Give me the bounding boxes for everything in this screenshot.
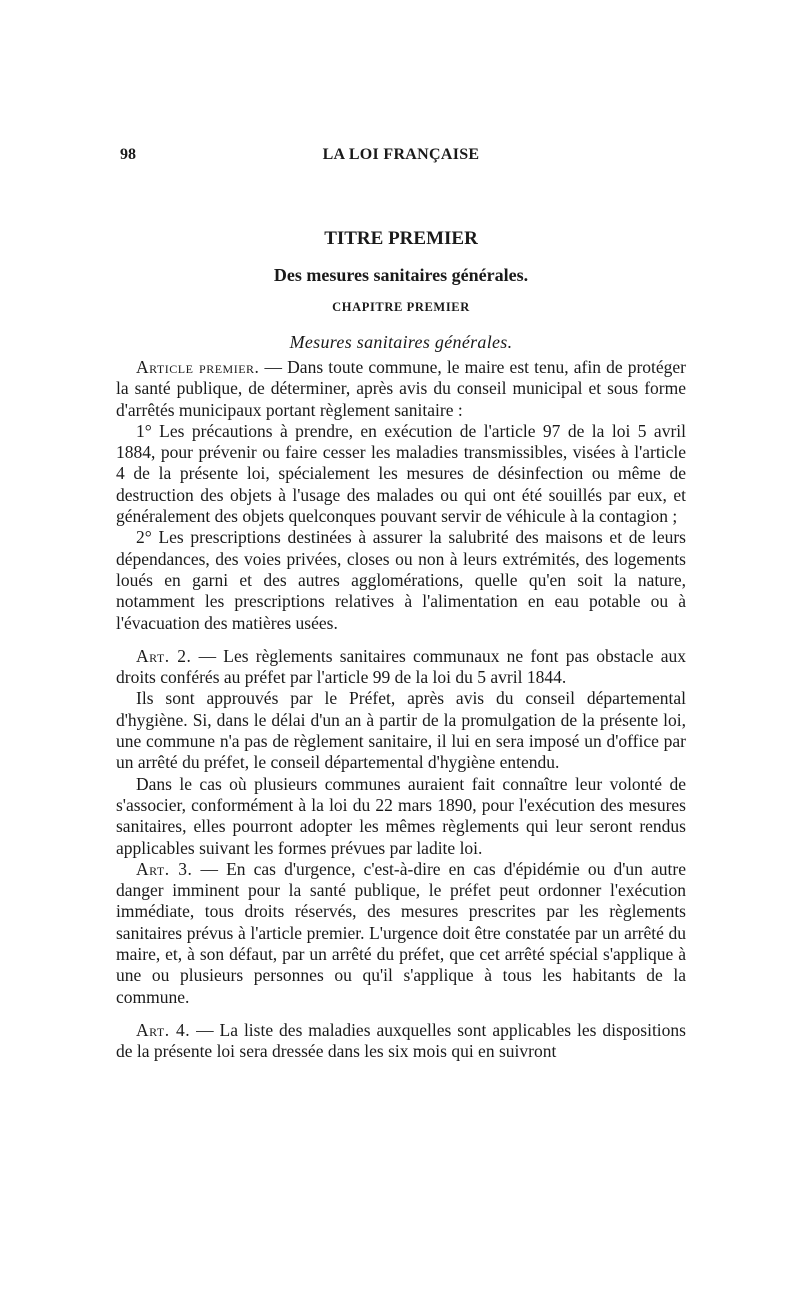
article-3-text: — En cas d'urgence, c'est-à-dire en cas d'épidémie ou d'un autre danger imminent pour la santé publique, le préfet peut ordonner l'exécution immédiate, tous droits réservés, des mesures prescrites par les règlements sanitaires prévus à l'article premier. L'urgence doit être constatée par un arrêté du maire, et, à son défaut, par un arrêté du préfet, que cet arrêté spécial s'applique à une ou plusieurs personnes ou qu'il s'applique à tous les habitants de la commune.	[116, 858, 686, 1007]
chapitre-title: Mesures sanitaires générales.	[289, 332, 513, 352]
article-2-para-1-text: — Les règlements sanitaires communaux ne font pas obstacle aux droits conférés au préfet par l'article 99 de la loi du 5 avril 1844.	[116, 645, 686, 688]
article-4-text: — La liste des maladies auxquelles sont applicables les dispositions de la présente loi sera dressée dans les six mois qui en suivront	[116, 1019, 686, 1062]
article-1-intro-text: — Dans toute commune, le maire est tenu, afin de protéger la santé publique, de déterminer, après avis du conseil municipal et sous forme d'arrêtés municipaux portant règlement sanitaire :	[116, 357, 687, 420]
page-body	[116, 224, 686, 1063]
article-2-para-2: Ils sont approuvés par le Préfet, après avis du conseil départemental d'hygiène. Si, dans le délai d'un an à partir de la promulgation de la présente loi, une commune n'a pas de règlement sanitaire, il lui en sera imposé un d'office par un arrêté du préfet, le conseil départemental d'hygiène entendu.	[116, 688, 686, 773]
titre-subtitle: Des mesures sanitaires générales.	[273, 265, 529, 285]
titre-heading: TITRE PREMIER	[324, 228, 478, 249]
article-1-item-2: 2° Les prescriptions destinées à assurer la salubrité des maisons et de leurs dépendances, des voies privées, closes ou non à leurs extrémités, des logements loués en garni et des autres agglomérations, quelle qu'en soit la nature, notamment les prescriptions relatives à l'alimentation en eau potable ou à l'évacuation des matières usées.	[116, 527, 686, 633]
running-title: LA LOI FRANÇAISE	[322, 146, 480, 163]
article-2-label: Art. 2.	[136, 645, 192, 666]
article-1-intro	[116, 357, 686, 421]
article-1-item-1: 1° Les précautions à prendre, en exécution de l'article 97 de la loi 5 avril 1884, pour prévenir ou faire cesser les maladies transmissibles, visées à l'article 4 de la présente loi, spécialement les mesures de désinfection ou même de destruction des objets à l'usage des malades ou qui ont été souillés par eux, et généralement des objets quelconques pouvant servir de véhicule à la contagion ;	[116, 420, 686, 527]
article-2-para-3: Dans le cas où plusieurs communes auraient fait connaître leur volonté de s'associer, conformément à la loi du 22 mars 1890, pour l'exécution des mesures sanitaires, elles pourront adopter les mêmes règlements qui leur seront rendus applicables suivant les formes prévues par ladite loi.	[116, 773, 686, 858]
article-2-para-1	[116, 646, 686, 689]
article-4-label: Art. 4.	[136, 1019, 191, 1040]
running-head	[118, 146, 684, 168]
article-1-label: Article premier.	[136, 357, 260, 377]
chapitre-heading: CHAPITRE PREMIER	[332, 300, 470, 314]
page-number: 98	[120, 146, 136, 163]
article-3	[116, 859, 686, 1008]
article-4	[116, 1020, 686, 1063]
article-3-label: Art. 3.	[136, 858, 193, 879]
